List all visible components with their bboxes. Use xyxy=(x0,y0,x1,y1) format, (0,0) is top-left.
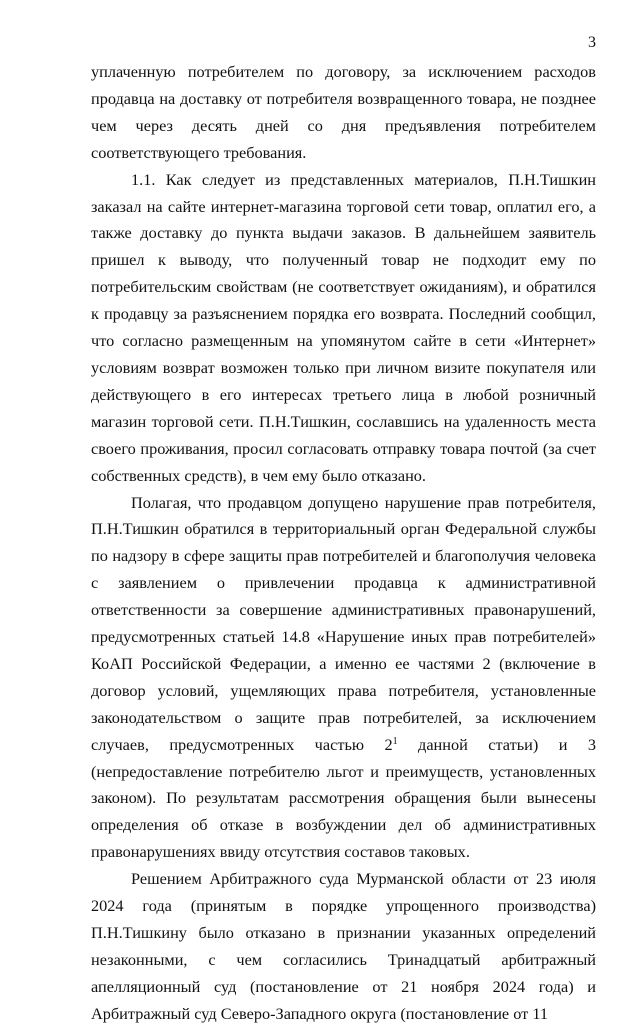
paragraph-text-before: Полагая, что продавцом допущено нарушение прав потребителя, П.Н.Тишкин обратился в территориальный орган Федеральной службы по надзору в сфере защиты прав потребителей и благополучия человека с заявлением о привлечении продавца к административной ответственности за совершение административных правонарушений, предусмотренных статьей 14.8 «Нарушение иных прав потребителей» КоАП Российской Федерации, а именно ее частями 2 (включение в договор условий, ущемляющих права потребителя, установленные законодательством о защите прав потребителей, за исключением случаев, предусмотренных частью 2 xyxy=(91,492,596,754)
document-body xyxy=(91,59,596,1028)
paragraph-violation-complaint xyxy=(91,490,596,867)
paragraph-text-after: данной статьи) и 3 (непредоставление потребителю льгот и преимуществ, установленных законом). По результатам рассмотрения обращения были вынесены определения об отказе в возбуждении дел об административных правонарушениях ввиду отсутствия составов таковых. xyxy=(91,734,596,862)
page-number: 3 xyxy=(588,34,596,51)
paragraph-1-1: 1.1. Как следует из представленных материалов, П.Н.Тишкин заказал на сайте интернет-магазина торговой сети товар, оплатил его, а также доставку до пункта выдачи заказов. В дальнейшем заявитель пришел к выводу, что полученный товар не подходит ему по потребительским свойствам (не соответствует ожиданиям), и обратился к продавцу за разъяснением порядка его возврата. Последний сообщил, что согласно размещенным на упомянутом сайте в сети «Интернет» условиям возврат возможен только при личном визите покупателя или действующего в его интересах третьего лица в любой розничный магазин торговой сети. П.Н.Тишкин, сославшись на удаленность места своего проживания, просил согласовать отправку товара почтой (за счет собственных средств), в чем ему было отказано. xyxy=(91,169,596,485)
superscript-marker: 1 xyxy=(392,735,398,747)
paragraph-continuation: уплаченную потребителем по договору, за исключением расходов продавца на доставку от потребителя возвращенного товара, не позднее чем через десять дней со дня предъявления потребителем соответствующего требования. xyxy=(91,62,596,162)
paragraph-court-decision: Решением Арбитражного суда Мурманской области от 23 июля 2024 года (принятым в порядке упрощенного производства) П.Н.Тишкину было отказано в признании указанных определений незаконными, с чем согласились Тринадцатый арбитражный апелляционный суд (постановление от 21 ноября 2024 года) и Арбитражный суд Северо-Западного округа (постановление от 11 xyxy=(91,869,596,1023)
